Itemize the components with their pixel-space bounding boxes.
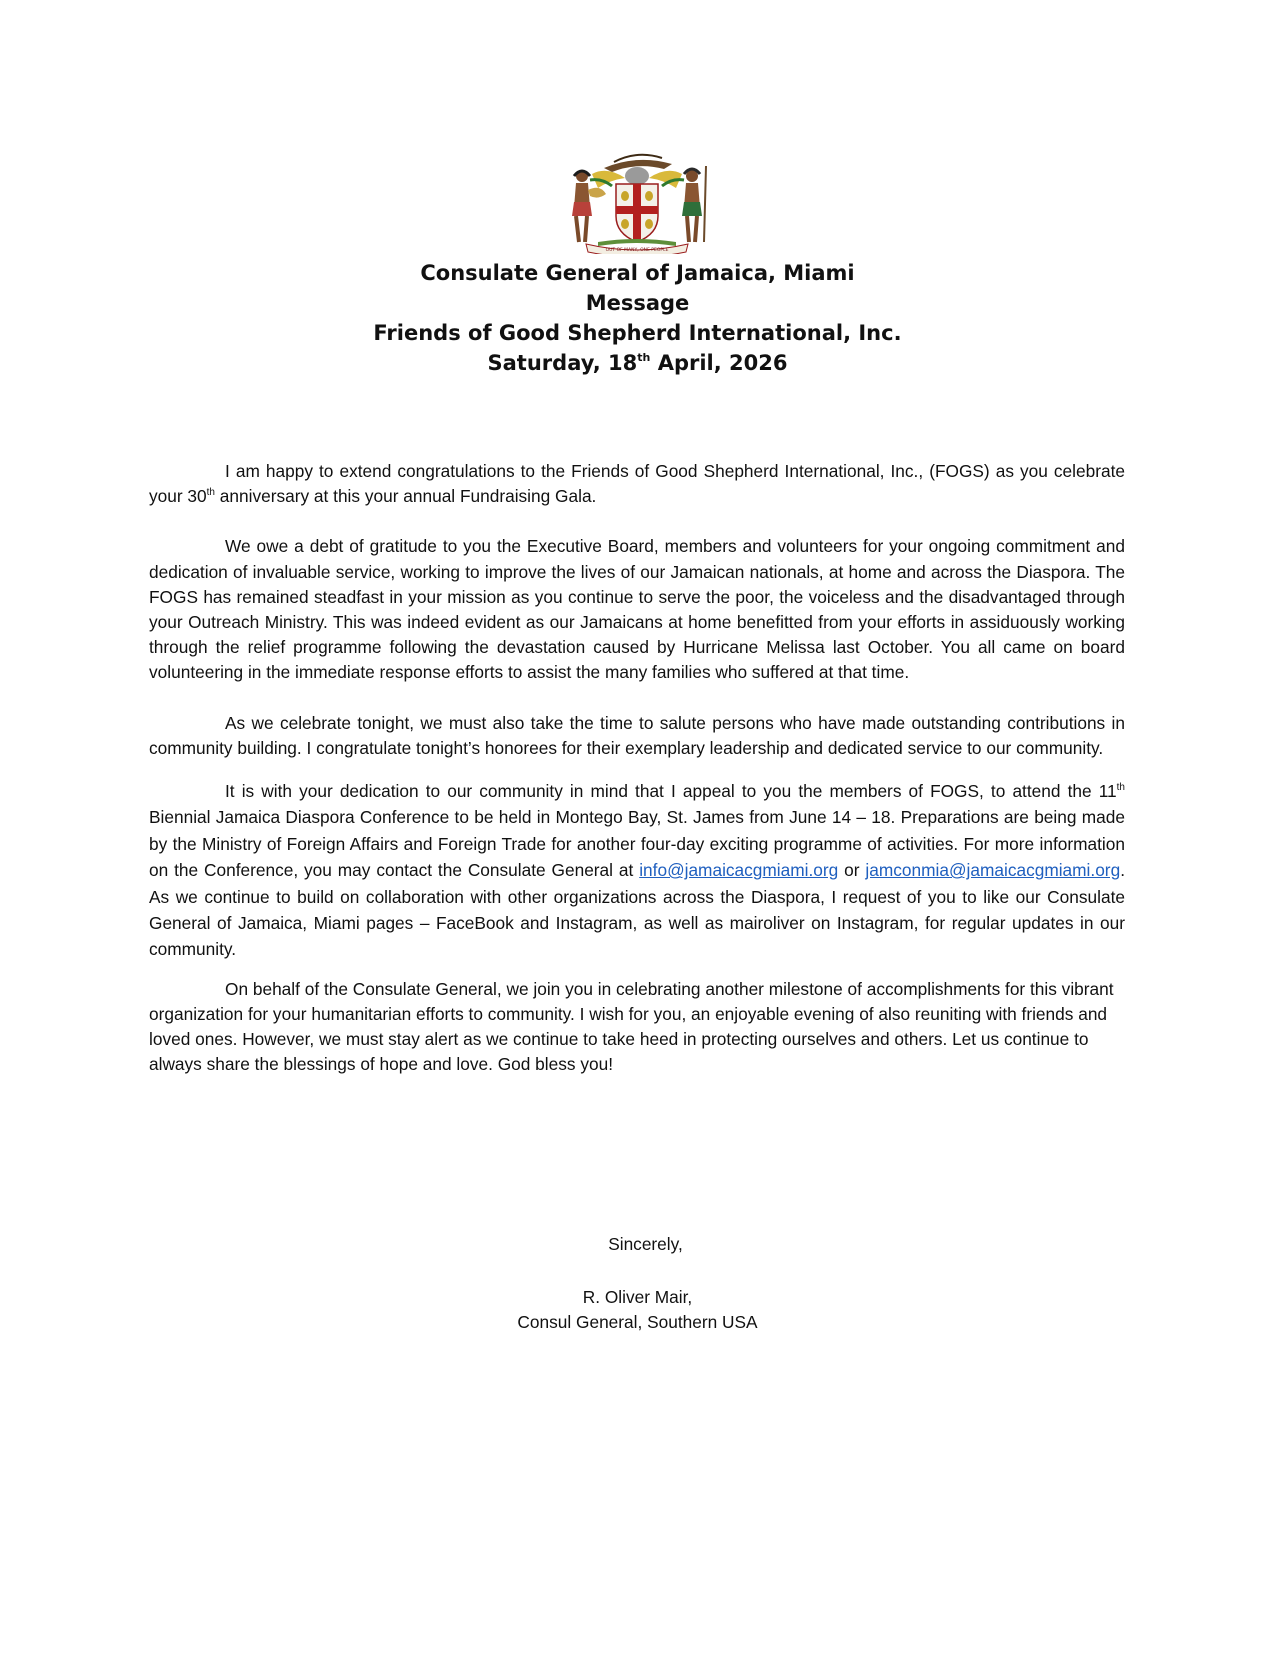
paragraph-congratulations: I am happy to extend congratulations to the Friends of Good Shepherd International, Inc., (FOGS) as you celebrate your 30th anniversary at this your annual Fundraising Gala. (149, 461, 1125, 507)
signatory-name: R. Oliver Mair, (582, 1287, 693, 1307)
coat-of-arms-emblem (552, 150, 722, 254)
email-link-jamconmia[interactable]: jamconmia@jamaicacgmiami.org (865, 860, 1121, 881)
heading-message: Message (585, 291, 690, 315)
heading-date: Saturday, 18th April, 2026 (487, 351, 788, 375)
valediction: Sincerely, (608, 1234, 683, 1254)
letter-heading (0, 258, 1275, 378)
paragraph-closing-wishes: On behalf of the Consulate General, we join you in celebrating another milestone of accomplishments for this vibrant organization for your humanitarian efforts to community. I wish for you, an enjoyable evening of also reuniting with friends and loved ones. However, we must stay alert as we continue to take heed in protecting ourselves and others. Let us continue to always share the blessings of hope and love. God bless you! (149, 978, 1114, 1075)
heading-consulate: Consulate General of Jamaica, Miami (420, 261, 855, 285)
paragraph-conference: It is with your dedication to our community in mind that I appeal to you the members of FOGS, to attend the 11th Biennial Jamaica Diaspora Conference to be held in Montego Bay, St. James from June 14 – 18. Preparations are being made by the Ministry of Foreign Affairs and Foreign Trade for another four-day exciting programme of activities. For more information on the Conference, you may contact the Consulate General at info@jamaicacgmiami.org or jamconmia@jamaicacgmiami.org. As we continue to build on collaboration with other organizations across the Diaspora, I request of you to like our Consulate General of Jamaica, Miami pages – FaceBook and Instagram, as well as mairoliver on Instagram, for regular updates in our community. (149, 781, 1125, 960)
paragraph-gratitude: We owe a debt of gratitude to you the Executive Board, members and volunteers for your ongoing commitment and dedication of invaluable service, working to improve the lives of our Jamaican nationals, at home and across the Diaspora. The FOGS has remained steadfast in your mission as you continue to serve the poor, the voiceless and the disadvantaged through your Outreach Ministry. This was indeed evident as our Jamaicans at home benefitted from your efforts in assiduously working through the relief programme following the devastation caused by Hurricane Melissa last October. You all came on board volunteering in the immediate response efforts to assist the many families who suffered at that time. (149, 536, 1125, 683)
letter-body (149, 459, 1125, 1078)
heading-organization: Friends of Good Shepherd International, Inc. (373, 321, 902, 345)
email-link-info[interactable]: info@jamaicacgmiami.org (639, 860, 839, 881)
paragraph-honorees: As we celebrate tonight, we must also take the time to salute persons who have made outstanding contributions in community building. I congratulate tonight’s honorees for their exemplary leadership and dedicated service to our community. (149, 712, 1125, 758)
crest-motto: OUT OF MANY, ONE PEOPLE (605, 248, 669, 253)
signatory-title: Consul General, Southern USA (517, 1312, 758, 1332)
signature-block (0, 1285, 1275, 1335)
